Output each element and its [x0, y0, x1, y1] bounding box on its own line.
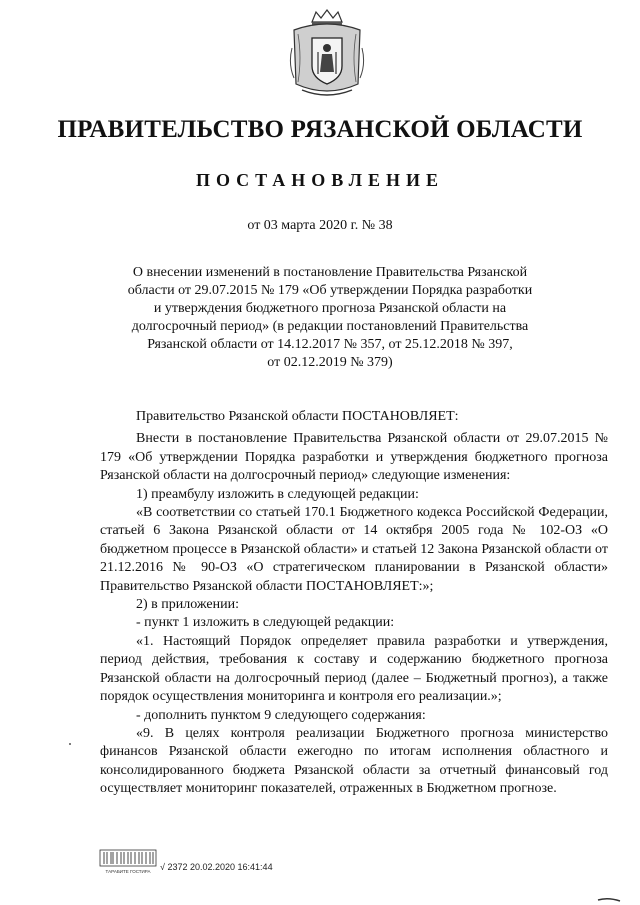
paragraph: Внести в постановление Правительства Рязанской области от 29.07.2015 № 179 «Об утверждении Порядка разработки и утверждения бюджетного прогноза Рязанской области на долгосрочный период» следующие изменения:	[100, 431, 608, 484]
coat-of-arms-emblem	[288, 8, 366, 100]
registration-text: 2372 20.02.2020 16:41:44	[167, 862, 273, 872]
subject-line: долгосрочный период» (в редакции постановлений Правительства	[131, 319, 529, 334]
paragraph: 2) в приложении:	[136, 597, 239, 613]
registry-stamp-icon	[98, 846, 160, 876]
subject-line: и утверждения бюджетного прогноза Рязанской области на	[153, 301, 507, 316]
scan-artifact	[596, 896, 622, 904]
paragraph: «1. Настоящий Порядок определяет правила разработки и утверждения, период действия, требования к составу и содержанию бюджетного прогноза Рязанской области на долгосрочный период (далее – Бюджетный прогноз), а также порядок осуществления мониторинга и контроля его реализации.»;	[100, 633, 608, 705]
document-body	[100, 408, 608, 799]
government-title: ПРАВИТЕЛЬСТВО РЯЗАНСКОЙ ОБЛАСТИ	[57, 116, 583, 143]
paragraph: - пункт 1 изложить в следующей редакции:	[136, 615, 395, 631]
signature-mark-icon: √	[160, 862, 165, 872]
document-subject	[90, 264, 570, 372]
paragraph: 1) преамбулу изложить в следующей редакции:	[136, 486, 419, 502]
scan-artifact	[68, 742, 72, 746]
subject-line: Рязанской области от 14.12.2017 № 357, от 25.12.2018 № 397,	[147, 337, 513, 352]
registration-number	[160, 862, 273, 872]
document-date-number: от 03 марта 2020 г. № 38	[247, 218, 393, 233]
registration-footer	[98, 846, 338, 880]
subject-line: области от 29.07.2015 № 179 «Об утверждении Порядка разработки	[127, 283, 533, 298]
stamp-caption: ТАРАБИТЕ ГОСТИРА	[105, 869, 151, 874]
resolution-lead: Правительство Рязанской области ПОСТАНОВЛЯЕТ:	[136, 409, 459, 424]
document-type-heading: ПОСТАНОВЛЕНИЕ	[195, 170, 445, 190]
subject-line: О внесении изменений в постановление Правительства Рязанской	[132, 265, 528, 280]
subject-line: от 02.12.2019 № 379)	[267, 355, 393, 370]
paragraph: «9. В целях контроля реализации Бюджетного прогноза министерство финансов Рязанской области ежегодно по итогам исполнения областного и консолидированного бюджета Рязанской области за отчетный финансовый год осуществляет мониторинг показателей, отраженных в Бюджетном прогнозе.	[100, 725, 608, 797]
paragraph: «В соответствии со статьей 170.1 Бюджетного кодекса Российской Федерации, статьей 6 Закона Рязанской области от 14 октября 2005 года № 102-ОЗ «О бюджетном процессе в Рязанской области» и статьей 12 Закона Рязанской области от 21.12.2016 № 90-ОЗ «О стратегическом планировании в Рязанской области» Правительство Рязанской области ПОСТАНОВЛЯЕТ:»;	[100, 505, 608, 594]
paragraph: - дополнить пунктом 9 следующего содержания:	[136, 707, 426, 723]
